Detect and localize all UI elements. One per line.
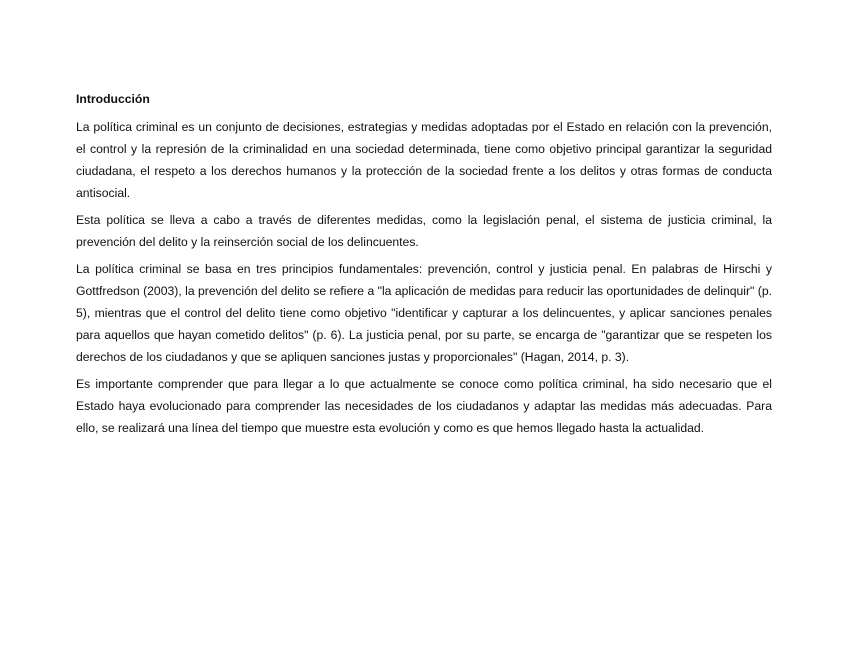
document-page bbox=[76, 91, 772, 444]
section-heading: Introducción bbox=[76, 92, 150, 106]
paragraph-3: La política criminal se basa en tres principios fundamentales: prevención, control y justicia penal. En palabras de Hirschi y Gottfredson (2003), la prevención del delito se refiere a "la aplicación de medidas para reducir las oportunidades de delinquir" (p. 5), mientras que el control del delito tiene como objetivo "identificar y capturar a los delincuentes, y aplicar sanciones penales para aquellos que hayan cometido delitos" (p. 6). La justicia penal, por su parte, se encarga de "garantizar que se respeten los derechos de los ciudadanos y que se apliquen sanciones justas y proporcionales" (Hagan, 2014, p. 3). bbox=[76, 262, 772, 364]
paragraph-4: Es importante comprender que para llegar a lo que actualmente se conoce como política criminal, ha sido necesario que el Estado haya evolucionado para comprender las necesidades de los ciudadanos y adaptar las medidas más adecuadas. Para ello, se realizará una línea del tiempo que muestre esta evolución y como es que hemos llegado hasta la actualidad. bbox=[76, 377, 772, 435]
paragraph-2: Esta política se lleva a cabo a través de diferentes medidas, como la legislación penal, el sistema de justicia criminal, la prevención del delito y la reinserción social de los delincuentes. bbox=[76, 213, 772, 249]
paragraph-1: La política criminal es un conjunto de decisiones, estrategias y medidas adoptadas por el Estado en relación con la prevención, el control y la represión de la criminalidad en una sociedad determinada, tiene como objetivo principal garantizar la seguridad ciudadana, el respeto a los derechos humanos y la protección de la sociedad frente a los delitos y otras formas de conducta antisocial. bbox=[76, 120, 772, 200]
